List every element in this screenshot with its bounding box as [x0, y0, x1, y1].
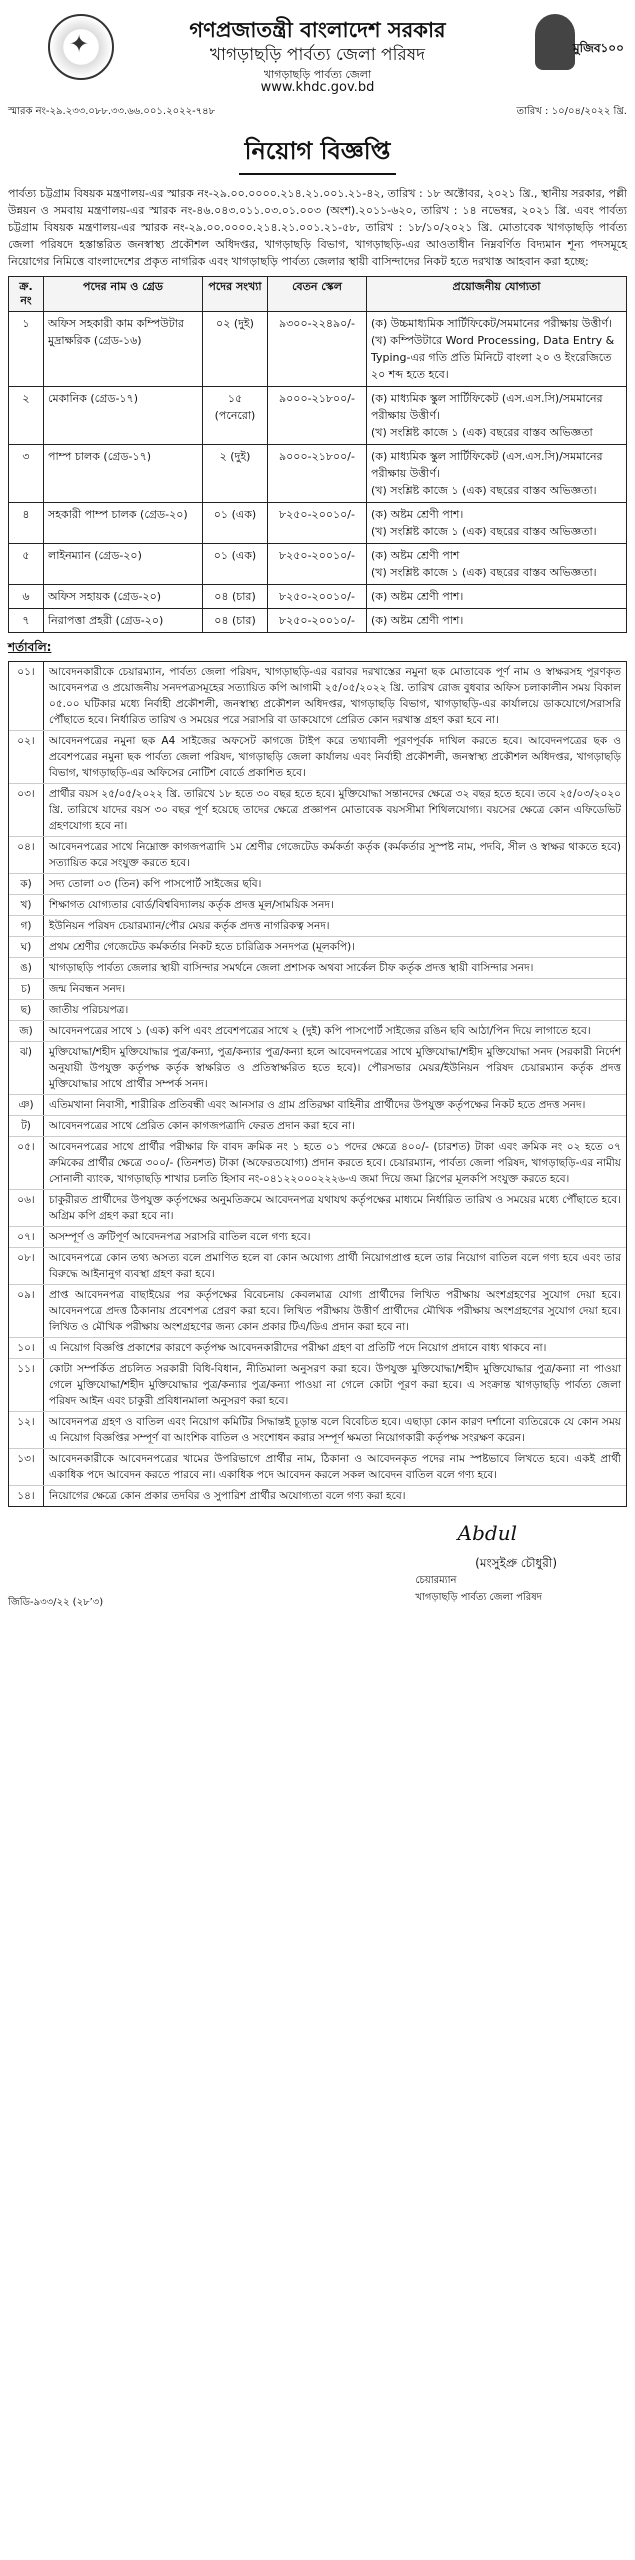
cell-pay-scale: ৮২৫০-২০০১০/-	[268, 503, 367, 544]
term-item	[9, 1042, 626, 1095]
term-number: ০৯।	[9, 1285, 44, 1337]
term-item	[9, 1000, 626, 1021]
term-number: ছ)	[9, 1000, 44, 1020]
reference-line	[8, 104, 627, 121]
qualification-line: (খ) সংশ্লিষ্ট কাজে ১ (এক) বছরের বাস্তব অভিজ্ঞতা	[371, 426, 593, 439]
terms-list	[8, 661, 627, 1507]
term-item	[9, 1486, 626, 1506]
terms-heading: শর্তাবলি:	[8, 640, 52, 654]
cell-post: সহকারী পাম্প চালক (গ্রেড-২০)	[44, 503, 203, 544]
qualification-line: (খ) কম্পিউটারে Word Processing, Data Entry & Typing-এর গতি প্রতি মিনিটে বাংলা ২০ ও ইংরেজিতে ২০ শব্দ হতে হবে।	[371, 334, 615, 381]
term-item	[9, 958, 626, 979]
qualification-line: (ক) মাধ্যমিক স্কুল সার্টিফিকেট (এস.এস.সি)/সমমানের পরীক্ষায় উত্তীর্ণ।	[371, 392, 603, 422]
memo-number: স্মারক নং-২৯.২৩৩.০৮৮.৩৩.৬৬.০০১.২০২২-৭৪৮	[8, 106, 216, 117]
term-text: চাকুরীরত প্রার্থীদের উপযুক্ত কর্তৃপক্ষের অনুমতিক্রমে আবেদনপত্র যথাযথ কর্তৃপক্ষের মাধ্যমে নির্ধারিত তারিখ ও সময়ের মধ্যে পৌঁছাতে হবে। অগ্রিম কপি গ্রহণ করা হবে না।	[49, 1194, 621, 1222]
term-number: ক)	[9, 874, 44, 894]
cell-serial: ১	[9, 312, 44, 387]
cell-count: ০৪ (চার)	[203, 585, 268, 609]
term-item	[9, 662, 626, 731]
term-text: আবেদনপত্রের নমুনা ছক A4 সাইজের অফসেট কাগজে টাইপ করে তথ্যাবলী পূরণপূর্বক দাখিল করতে হবে। আবেদনপত্রের ছক ও প্রবেশপত্রের নমুনা ছক পার্বত্য জেলা পরিষদ, খাগড়াছড়ি জেলা কার্যালয় এবং নির্বাহী প্রকৌশলী, জনস্বাস্থ্য প্রকৌশল অধিদপ্তর, খাগড়াছড়ি বিভাগ, খাগড়াছড়ি-এর অফিসের নোটিশ বোর্ডে প্রকাশিত হবে।	[49, 735, 621, 779]
cell-serial: ৪	[9, 503, 44, 544]
cell-post: মেকানিক (গ্রেড-১৭)	[44, 387, 203, 445]
signature-scribble: Abdul	[457, 1521, 517, 1545]
cell-post: লাইনম্যান (গ্রেড-২০)	[44, 544, 203, 585]
cell-qualification	[367, 445, 627, 503]
term-number: খ)	[9, 895, 44, 915]
term-number: ১২।	[9, 1412, 44, 1448]
cell-pay-scale: ৯৩০০-২২৪৯০/-	[268, 312, 367, 387]
cell-qualification	[367, 544, 627, 585]
term-item	[9, 1338, 626, 1359]
term-item	[9, 1359, 626, 1412]
cell-pay-scale: ৮২৫০-২০০১০/-	[268, 585, 367, 609]
notice-page	[8, 10, 627, 1611]
qualification-line: (খ) সংশ্লিষ্ট কাজে ১ (এক) বছরের বাস্তব অভিজ্ঞতা।	[371, 484, 597, 497]
cell-post: অফিস সহকারী কাম কম্পিউটার মুদ্রাক্ষরিক (গ্রেড-১৬)	[44, 312, 203, 387]
header-pay-scale: বেতন স্কেল	[268, 277, 367, 312]
term-text: প্রাপ্ত আবেদনপত্র বাছাইয়ের পর কর্তৃপক্ষের বিবেচনায় কেবলমাত্র যোগ্য প্রার্থীদের লিখিত পরীক্ষায় অংশগ্রহণের সুযোগ দেয়া হবে। আবেদনপত্রে প্রদত্ত ঠিকানায় প্রবেশপত্র প্রেরণ করা হবে। লিখিত পরীক্ষায় উত্তীর্ণ প্রার্থীদের মৌখিক পরীক্ষায় অংশগ্রহণের সুযোগ দেয়া হবে। লিখিত ও মৌখিক পরীক্ষায় অংশগ্রহণের জন্য কোন প্রকার টিএ/ডিএ প্রদান করা হবে না।	[49, 1289, 621, 1333]
term-item	[9, 916, 626, 937]
cell-qualification	[367, 503, 627, 544]
cell-count: ১৫ (পনেরো)	[203, 387, 268, 445]
term-item	[9, 1412, 626, 1449]
term-item	[9, 837, 626, 874]
term-number: গ)	[9, 916, 44, 936]
term-item	[9, 1021, 626, 1042]
district-name: খাগড়াছড়ি পার্বত্য জেলা	[263, 68, 372, 81]
table-row	[9, 312, 627, 387]
term-number: ০২।	[9, 731, 44, 783]
term-text: শিক্ষাগত যোগ্যতার বোর্ড/বিশ্ববিদ্যালয় কর্তৃক প্রদত্ত মূল/সাময়িক সনদ।	[49, 899, 334, 911]
table-row	[9, 585, 627, 609]
term-number: ঘ)	[9, 937, 44, 957]
dfp-code: জিডি-৯৩৩/২২ (২৮’৩)	[8, 1597, 104, 1608]
header-post: পদের নাম ও গ্রেড	[44, 277, 203, 312]
vacancy-table	[8, 276, 627, 633]
term-item	[9, 1095, 626, 1116]
table-header-row	[9, 277, 627, 312]
term-text: আবেদনকারীকে আবেদনপত্রের খামের উপরিভাগে প্রার্থীর নাম, ঠিকানা ও আবেদনকৃত পদের নাম স্পষ্টভাবে লিখতে হবে। একই প্রার্থী একাধিক পদে আবেদন করতে পারবে না। একাধিক পদে আবেদন করলে সকল আবেদন বাতিল বলে গণ্য হবে।	[49, 1453, 621, 1481]
cell-post: পাম্প চালক (গ্রেড-১৭)	[44, 445, 203, 503]
term-item	[9, 1285, 626, 1338]
term-text: আবেদনকারীকে চেয়ারম্যান, পার্বত্য জেলা পরিষদ, খাগড়াছড়ি-এর বরাবর দরখাস্তের নমুনা ছক মোতাবেক পূর্ণ নাম ও স্বাক্ষরসহ পূরণকৃত আবেদনপত্র ও প্রয়োজনীয় সনদপত্রসমূহের সত্যায়িত কপি আগামী ২৫/০৫/২০২২ খ্রি. তারিখ রোজ বুধবার অফিস চলাকালীন সময় বিকাল ০৫.০০ ঘটিকার মধ্যে নির্বাহী প্রকৌশলী, জনস্বাস্থ্য প্রকৌশল অধিদপ্তর, খাগড়াছড়ি বিভাগ, খাগড়াছড়ি-এর কার্যালয়ে ডাকযোগে/সরাসরি পৌঁছাতে হবে। নির্ধারিত তারিখ ও সময়ের পরে সরাসরি বা ডাকযোগে প্রেরিত কোন দরখাস্ত গ্রহণ করা হবে না।	[49, 666, 621, 726]
qualification-line: (খ) সংশ্লিষ্ট কাজে ১ (এক) বছরের বাস্তব অভিজ্ঞতা।	[371, 566, 597, 579]
cell-post: নিরাপত্তা প্রহরী (গ্রেড-২০)	[44, 609, 203, 633]
cell-pay-scale: ৯০০০-২১৮০০/-	[268, 445, 367, 503]
term-item	[9, 1248, 626, 1285]
term-text: আবেদনপত্র গ্রহণ ও বাতিল এবং নিয়োগ কমিটির সিদ্ধান্তই চূড়ান্ত বলে বিবেচিত হবে। এছাড়া কোন কারণ দর্শানো ব্যতিরেকে যে কোন সময় এ নিয়োগ বিজ্ঞপ্তির সম্পূর্ণ বা আংশিক বাতিল ও সংশোধন করার সম্পূর্ণ ক্ষমতা নিয়োগকারী কর্তৃপক্ষ সংরক্ষণ করেন।	[49, 1416, 621, 1444]
term-item	[9, 731, 626, 784]
term-text: নিয়োগের ক্ষেত্রে কোন প্রকার তদবির ও সুপারিশ প্রার্থীর অযোগ্যতা বলে গণ্য করা হবে।	[49, 1490, 406, 1502]
term-text: আবেদনপত্রে কোন তথ্য অসত্য বলে প্রমাণিত হলে বা কোন অযোগ্য প্রার্থী নিয়োগপ্রাপ্ত হলে তার নিয়োগ বাতিল বলে গণ্য হবে এবং তার বিরুদ্ধে আইনানুগ ব্যবস্থা গ্রহণ করা হবে।	[49, 1252, 621, 1280]
term-text: আবেদনপত্রের সাথে নিম্নোক্ত কাগজপত্রাদি ১ম শ্রেণীর গেজেটেড কর্মকর্তা কর্তৃক (কর্মকর্তার সুস্পষ্ট নাম, পদবি, সীল ও স্বাক্ষর থাকতে হবে) সত্যায়িত করে সংযুক্ত করতে হবে।	[49, 841, 621, 869]
cell-serial: ৩	[9, 445, 44, 503]
cell-qualification	[367, 609, 627, 633]
table-row	[9, 387, 627, 445]
term-number: ঞ)	[9, 1095, 44, 1115]
term-number: ০৪।	[9, 837, 44, 873]
gov-name: গণপ্রজাতন্ত্রী বাংলাদেশ সরকার	[189, 18, 446, 42]
term-item	[9, 784, 626, 837]
term-text: জাতীয় পরিচয়পত্র।	[49, 1004, 129, 1016]
cell-count: ০২ (দুই)	[203, 312, 268, 387]
intro-paragraph: পার্বত্য চট্টগ্রাম বিষয়ক মন্ত্রণালয়-এর স্মারক নং-২৯.০০.০০০০.২১৪.২১.০০১.২১-৪২, তারিখ : ১৮ অক্টোবর, ২০২১ খ্রি., স্থানীয় সরকার, পল্লী উন্নয়ন ও সমবায় মন্ত্রণালয়-এর স্মারক নং-৪৬.০৪৩.০১১.০৩.০১.০০৩ (অংশ).২০১১-৬২০, তারিখ : ১৪ নভেম্বর, ২০২১ খ্রি. এবং পার্বত্য চট্টগ্রাম বিষয়ক মন্ত্রণালয়-এর স্মারক নং-২৯.০০.০০০০.২১৪.২১.০০১.২১-৫৮, তারিখ : ১৮/১০/২০২১ খ্রি. মোতাবেক খাগড়াছড়ি পার্বত্য জেলা পরিষদে হস্তান্তরিত জনস্বাস্থ্য প্রকৌশল অধিদপ্তর, খাগড়াছড়ি বিভাগ, খাগড়াছড়ি-এর আওতাধীন নিম্নবর্ণিত বিদ্যমান শূন্য পদসমূহে নিয়োগের নিমিত্তে বাংলাদেশের প্রকৃত নাগরিক এবং খাগড়াছড়ি পার্বত্য জেলার স্থায়ী বাসিন্দাদের নিকট হতে দরখাস্ত আহবান করা হচ্ছে:	[8, 187, 627, 268]
qualification-line: (ক) অষ্টম শ্রেণী পাশ	[371, 549, 460, 562]
term-item	[9, 979, 626, 1000]
term-text: ইউনিয়ন পরিষদ চেয়ারম্যান/পৌর মেয়র কর্তৃক প্রদত্ত নাগরিকত্ব সনদ।	[49, 920, 330, 932]
header-serial: ক্র. নং	[9, 277, 44, 312]
term-number: ১৩।	[9, 1449, 44, 1485]
cell-qualification	[367, 312, 627, 387]
signature-block	[8, 1515, 627, 1611]
cell-count: ০৪ (চার)	[203, 609, 268, 633]
cell-pay-scale: ৯০০০-২১৮০০/-	[268, 387, 367, 445]
term-number: ঝ)	[9, 1042, 44, 1094]
letterhead	[8, 10, 627, 95]
qualification-line: (ক) অষ্টম শ্রেণী পাশ।	[371, 508, 464, 521]
cell-pay-scale: ৮২৫০-২০০১০/-	[268, 609, 367, 633]
term-number: ০৭।	[9, 1227, 44, 1247]
cell-count: ০১ (এক)	[203, 503, 268, 544]
term-number: ০১।	[9, 662, 44, 730]
term-text: সদ্য তোলা ০৩ (তিন) কপি পাসপোর্ট সাইজের ছবি।	[49, 878, 262, 890]
term-number: ১০।	[9, 1338, 44, 1358]
term-number: ০৬।	[9, 1190, 44, 1226]
council-name: খাগড়াছড়ি পার্বত্য জেলা পরিষদ	[209, 45, 426, 65]
qualification-line: (খ) সংশ্লিষ্ট কাজে ১ (এক) বছরের বাস্তব অভিজ্ঞতা।	[371, 525, 597, 538]
term-text: আবেদনপত্রের সাথে ১ (এক) কপি এবং প্রবেশপত্রের সাথে ২ (দুই) কপি পাসপোর্ট সাইজের রঙিন ছবি আঠা/পিন দিয়ে লাগাতে হবে।	[49, 1025, 591, 1037]
qualification-line: (ক) উচ্চমাধ্যমিক সার্টিফিকেট/সমমানের পরীক্ষায় উত্তীর্ণ।	[371, 317, 612, 330]
cell-count: ০১ (এক)	[203, 544, 268, 585]
term-number: ০৩।	[9, 784, 44, 836]
term-item	[9, 1190, 626, 1227]
term-text: আবেদনপত্রের সাথে প্রার্থীর পরীক্ষার ফি বাবদ ক্রমিক নং ১ হতে ০১ পদের ক্ষেত্রে ৪০০/- (চারশত) টাকা এবং ক্রমিক নং ০২ হতে ০৭ ক্রমিকের প্রার্থীর ক্ষেত্রে ৩০০/- (তিনশত) টাকা (অফেরতযোগ্য) প্রদান করতে হবে। চেয়ারম্যান, পার্বত্য জেলা পরিষদ, খাগড়াছড়ি-এর নামীয় সোনালী ব্যাংক, খাগড়াছড়ি শাখার চলতি হিসাব নং-০৪১২২০০০২২২৬-এ জমা দিয়ে জমা স্লিপের মূলকপি সংযুক্ত করতে হবে।	[49, 1141, 621, 1185]
header-qualification: প্রয়োজনীয় যোগ্যতা	[367, 277, 627, 312]
cell-serial: ৫	[9, 544, 44, 585]
term-item	[9, 1449, 626, 1486]
term-text: এতিমখানা নিবাসী, শারীরিক প্রতিবন্ধী এবং আনসার ও গ্রাম প্রতিরক্ষা বাহিনীর প্রার্থীদের উপযুক্ত কর্তৃপক্ষের নিকট হতে প্রদত্ত সনদ।	[49, 1099, 586, 1111]
term-item	[9, 1116, 626, 1137]
table-row	[9, 445, 627, 503]
term-item	[9, 1227, 626, 1248]
qualification-line: (ক) অষ্টম শ্রেণী পাশ।	[371, 590, 464, 603]
term-text: প্রথম শ্রেণীর গেজেটেড কর্মকর্তার নিকট হতে চারিত্রিক সনদপত্র (মূলকপি)।	[49, 941, 355, 953]
signatory-name: (মংসুইপ্রু চৌধুরী)	[475, 1556, 557, 1570]
term-text: প্রার্থীর বয়স ২৫/০৫/২০২২ খ্রি. তারিখে ১৮ হতে ৩০ বছর হতে হবে। মুক্তিযোদ্ধা সন্তানদের ক্ষেত্রে ৩২ বছর হতে হবে। তবে ২৫/০৩/২০২০ খ্রি. তারিখে যাদের বয়স ৩০ বছর পূর্ণ হয়েছে তাদের ক্ষেত্রে প্রজ্ঞাপন মোতাবেক বয়সসীমা শিথিলযোগ্য। বয়সের ক্ষেত্রে কোন এফিডেভিট গ্রহণযোগ্য হবে না।	[49, 788, 621, 832]
term-text: মুক্তিযোদ্ধা/শহীদ মুক্তিযোদ্ধার পুত্র/কন্যা, পুত্র/কন্যার পুত্র/কন্যা হলে আবেদনপত্রের সাথে মুক্তিযোদ্ধা/শহীদ মুক্তিযোদ্ধা সনদ (সরকারী নির্দেশ অনুযায়ী উপযুক্ত কর্তৃপক্ষ কর্তৃক স্বাক্ষরিত ও প্রতিস্বাক্ষরিত হতে হবে)। পৌরসভার মেয়র/ইউনিয়ন পরিষদ চেয়ারম্যান কর্তৃক প্রদত্ত মুক্তিযোদ্ধার সাথে প্রার্থীর সম্পর্ক সনদ।	[49, 1046, 621, 1090]
term-text: এ নিয়োগ বিজ্ঞপ্তি প্রকাশের কারণে কর্তৃপক্ষ আবেদনকারীদের পরীক্ষা গ্রহণ বা প্রতিটি পদে নিয়োগ প্রদানে বাধ্য থাকবে না।	[49, 1342, 547, 1354]
cell-pay-scale: ৮২৫০-২০০১০/-	[268, 544, 367, 585]
signatory-designation: চেয়ারম্যান খাগড়াছড়ি পার্বত্য জেলা পরিষদ	[415, 1575, 542, 1603]
term-item	[9, 874, 626, 895]
cell-serial: ২	[9, 387, 44, 445]
header-count: পদের সংখ্যা	[203, 277, 268, 312]
term-text: অসম্পূর্ণ ও ক্রটিপূর্ণ আবেদনপত্র সরাসরি বাতিল বলে গণ্য হবে।	[49, 1231, 311, 1243]
mujib-100-logo-icon: মুজিব১০০	[529, 10, 617, 82]
cell-count: ২ (দুই)	[203, 445, 268, 503]
term-item	[9, 1137, 626, 1190]
term-number: ০৮।	[9, 1248, 44, 1284]
cell-post: অফিস সহায়ক (গ্রেড-২০)	[44, 585, 203, 609]
table-row	[9, 503, 627, 544]
cell-serial: ৭	[9, 609, 44, 633]
cell-qualification	[367, 585, 627, 609]
table-row	[9, 609, 627, 633]
term-text: খাগড়াছড়ি পার্বত্য জেলার স্থায়ী বাসিন্দার সমর্থনে জেলা প্রশাসক অথবা সার্কেল চীফ কর্তৃক প্রদত্ত স্থায়ী বাসিন্দার সনদ।	[49, 962, 534, 974]
term-number: ট)	[9, 1116, 44, 1136]
cell-serial: ৬	[9, 585, 44, 609]
term-number: জ)	[9, 1021, 44, 1041]
term-number: ঙ)	[9, 958, 44, 978]
term-number: ১৪।	[9, 1486, 44, 1506]
term-text: কোটা সম্পর্কিত প্রচলিত সরকারী বিধি-বিধান, নীতিমালা অনুসরণ করা হবে। উপযুক্ত মুক্তিযোদ্ধা/শহীদ মুক্তিযোদ্ধার পুত্র/কন্যা না পাওয়া গেলে মুক্তিযোদ্ধা/শহীদ মুক্তিযোদ্ধার পুত্র/কন্যার পুত্র/কন্যা পাওয়া না গেলে কোটা পূরণ করা হবে। এ সংক্রান্ত খাগড়াছড়ি পার্বত্য জেলা পরিষদ আইন এবং চাকুরী প্রবিধানমালা অনুসরণ করা হবে।	[49, 1363, 621, 1407]
qualification-line: (ক) মাধ্যমিক স্কুল সার্টিফিকেট (এস.এস.সি)/সমমানের পরীক্ষায় উত্তীর্ণ।	[371, 450, 603, 480]
notice-title: নিয়োগ বিজ্ঞপ্তি	[8, 133, 627, 175]
cell-qualification	[367, 387, 627, 445]
term-text: জন্ম নিবন্ধন সনদ।	[49, 983, 126, 995]
table-row	[9, 544, 627, 585]
term-number: চ)	[9, 979, 44, 999]
qualification-line: (ক) অষ্টম শ্রেণী পাশ।	[371, 614, 464, 627]
term-text: আবেদনপত্রের সাথে প্রেরিত কোন কাগজপত্রাদি ফেরত প্রদান করা হবে না।	[49, 1120, 355, 1132]
website: www.khdc.gov.bd	[260, 80, 375, 95]
notice-date: তারিখ : ১০/০৪/২০২২ খ্রি.	[516, 106, 627, 117]
term-number: ১১।	[9, 1359, 44, 1411]
term-number: ০৫।	[9, 1137, 44, 1189]
term-item	[9, 937, 626, 958]
term-item	[9, 895, 626, 916]
